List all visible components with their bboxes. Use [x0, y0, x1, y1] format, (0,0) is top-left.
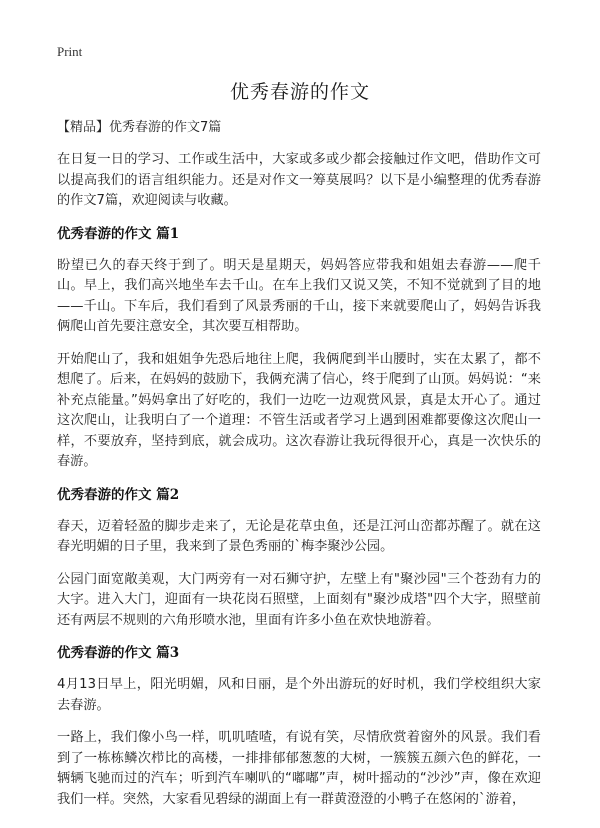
page-title: 优秀春游的作文	[229, 81, 370, 103]
intro-paragraph: 在日复一日的学习、工作或生活中，大家或多或少都会接触过作文吧，借助作文可以提高我们的语言组织能力。还是对作文一筹莫展吗？以下是小编整理的优秀春游的作文7篇，欢迎阅读与收藏。	[57, 152, 541, 208]
document-subtitle: 【精品】优秀春游的作文7篇	[57, 120, 222, 135]
section-3-paragraph-2: 一路上，我们像小鸟一样，叽叽喳喳，有说有笑，尽情欣赏着窗外的风景。我们看到了一栋栋鳞次栉比的高楼，一排排郁郁葱葱的大树，一簇簇五颜六色的鲜花，一辆辆飞驰而过的汽车；听到汽车喇叭的“嘟嘟”声，树叶摇动的“沙沙”声，像在欢迎我们一样。突然，大家看见碧绿的湖面上有一群黄澄澄的小鸭子在悠闲的`游着，	[57, 730, 541, 807]
section-1-paragraph-2: 开始爬山了，我和姐姐争先恐后地往上爬，我俩爬到半山腰时，实在太累了，都不想爬了。后来，在妈妈的鼓励下，我俩充满了信心，终于爬到了山顶。妈妈说：“来补充点能量。”妈妈拿出了好吃的，我们一边吃一边观赏风景，真是太开心了。通过这次爬山，让我明白了一个道理：不管生活或者学习上遇到困难都要像这次爬山一样，不要放弃，坚持到底，就会成功。这次春游让我玩得很开心，真是一次快乐的春游。	[57, 351, 541, 469]
section-heading-1: 优秀春游的作文 篇1	[57, 225, 180, 242]
section-heading-2: 优秀春游的作文 篇2	[57, 486, 180, 503]
section-1-paragraph-1: 盼望已久的春天终于到了。明天是星期天，妈妈答应带我和姐姐去春游——爬千山。早上，我们高兴地坐车去千山。在车上我们又说又笑，不知不觉就到了目的地——千山。下车后，我们看到了风景秀丽的千山，接下来就要爬山了，妈妈告诉我俩爬山首先要注意安全，其次要互相帮助。	[57, 257, 541, 334]
section-heading-3: 优秀春游的作文 篇3	[57, 645, 180, 661]
section-3-paragraph-1: 4月13日早上，阳光明媚，风和日丽，是个外出游玩的好时机，我们学校组织大家去春游。	[57, 677, 541, 713]
document-body	[57, 118, 541, 822]
print-label: Print	[57, 44, 83, 59]
section-2-paragraph-2: 公园门面宽敞美观，大门两旁有一对石狮守护，左壁上有"聚沙园"三个苍劲有力的大字。进入大门，迎面有一块花岗石照壁，上面刻有"聚沙成塔"四个大字，照壁前还有两层不规则的六角形喷水池，里面有许多小鱼在欢快地游着。	[57, 571, 541, 628]
section-2-paragraph-1: 春天，迈着轻盈的脚步走来了，无论是花草虫鱼，还是江河山峦都苏醒了。就在这春光明媚的日子里，我来到了景色秀丽的`梅李聚沙公园。	[57, 518, 541, 554]
